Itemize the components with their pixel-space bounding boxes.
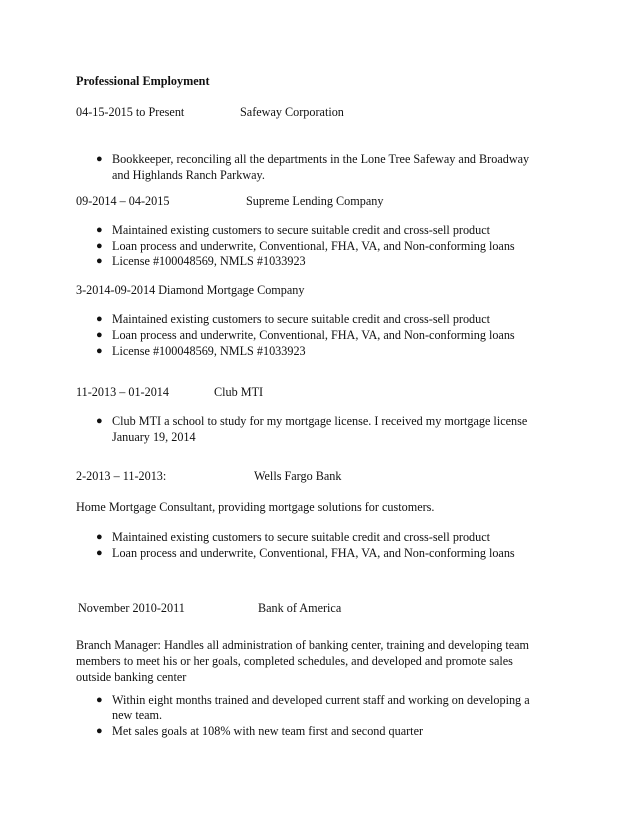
bullet-icon: ●: [96, 725, 103, 737]
bullet-text: Maintained existing customers to secure suitable credit and cross-sell product: [112, 530, 491, 544]
bullet-icon: ●: [96, 255, 103, 267]
bullet-text: and Highlands Ranch Parkway.: [112, 168, 265, 182]
job-employer: Supreme Lending Company: [246, 194, 384, 208]
job-employer: Bank of America: [258, 601, 342, 615]
bullet-icon: ●: [96, 329, 103, 341]
job-description: members to meet his or her goals, completed schedules, and developed and promote sales: [76, 654, 513, 668]
job-description: Home Mortgage Consultant, providing mortgage solutions for customers.: [76, 500, 435, 514]
bullet-icon: ●: [96, 694, 103, 706]
bullet-text: Loan process and underwrite, Conventional, FHA, VA, and Non-conforming loans: [112, 239, 515, 253]
bullet-icon: ●: [96, 415, 103, 427]
section-heading: Professional Employment: [76, 74, 210, 88]
bullet-icon: ●: [96, 547, 103, 559]
bullet-icon: ●: [96, 313, 103, 325]
job-description: outside banking center: [76, 670, 187, 684]
bullet-text: License #100048569, NMLS #1033923: [112, 344, 306, 358]
bullet-text: new team.: [112, 708, 163, 722]
job-dates: 04-15-2015 to Present: [76, 105, 185, 119]
job-dates: November 2010-2011: [78, 601, 185, 615]
job-description: Branch Manager: Handles all administration of banking center, training and developing team: [76, 638, 530, 652]
job-employer: Safeway Corporation: [240, 105, 344, 119]
bullet-text: Loan process and underwrite, Conventional, FHA, VA, and Non-conforming loans: [112, 546, 515, 560]
bullet-text: License #100048569, NMLS #1033923: [112, 254, 306, 268]
bullet-icon: ●: [96, 224, 103, 236]
bullet-icon: ●: [96, 531, 103, 543]
bullet-text: January 19, 2014: [112, 430, 196, 444]
bullet-text: Met sales goals at 108% with new team first and second quarter: [112, 724, 424, 738]
job-dates: 11-2013 – 01-2014: [76, 385, 169, 399]
bullet-text: Loan process and underwrite, Conventional, FHA, VA, and Non-conforming loans: [112, 328, 515, 342]
bullet-icon: ●: [96, 345, 103, 357]
bullet-text: Maintained existing customers to secure suitable credit and cross-sell product: [112, 223, 491, 237]
job-dates: 09-2014 – 04-2015: [76, 194, 170, 208]
job-employer: Wells Fargo Bank: [254, 469, 342, 483]
bullet-text: Maintained existing customers to secure suitable credit and cross-sell product: [112, 312, 491, 326]
job-dates: 3-2014-09-2014 Diamond Mortgage Company: [76, 283, 305, 297]
bullet-text: Bookkeeper, reconciling all the departments in the Lone Tree Safeway and Broadway: [112, 152, 530, 166]
bullet-text: Club MTI a school to study for my mortgage license. I received my mortgage license: [112, 414, 528, 428]
job-employer: Club MTI: [214, 385, 264, 399]
job-dates: 2-2013 – 11-2013:: [76, 469, 167, 483]
bullet-icon: ●: [96, 153, 103, 165]
bullet-text: Within eight months trained and developed current staff and working on developing a: [112, 693, 530, 707]
bullet-icon: ●: [96, 240, 103, 252]
